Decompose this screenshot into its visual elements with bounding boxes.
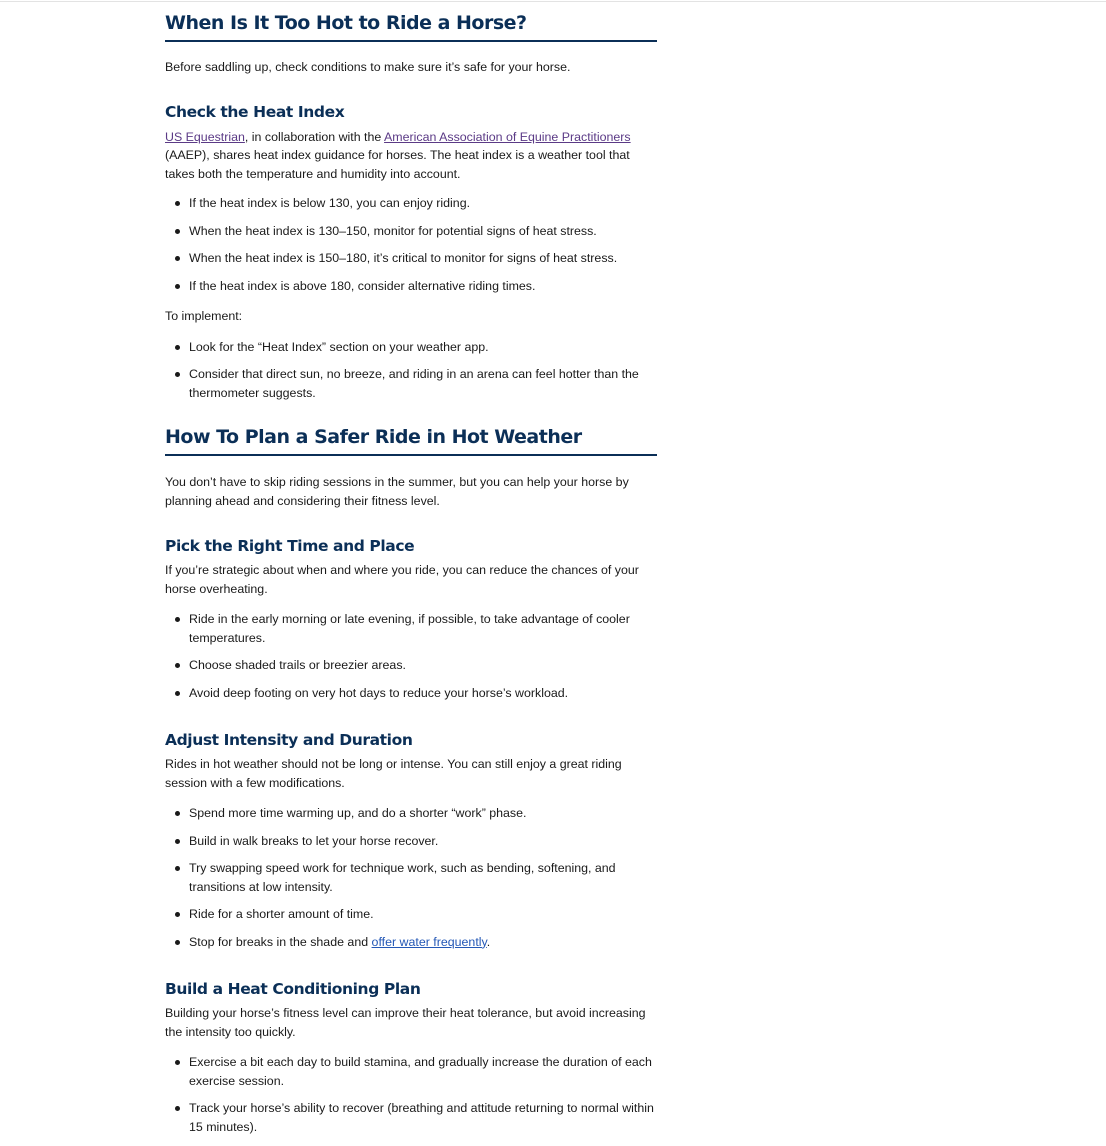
list-item: Choose shaded trails or breezier areas.	[165, 656, 657, 675]
heat-index-list	[165, 194, 657, 295]
us-equestrian-link[interactable]: US Equestrian	[165, 129, 245, 144]
intensity-list	[165, 804, 657, 951]
aaep-link[interactable]: American Association of Equine Practitioners	[384, 129, 631, 144]
heat-index-text-2: (AAEP), shares heat index guidance for horses. The heat index is a weather tool that takes both the temperature and humidity into account.	[165, 148, 630, 181]
implement-label: To implement:	[165, 309, 243, 323]
list-item: Track your horse’s ability to recover (breathing and attitude returning to normal within 15 minutes).	[165, 1099, 657, 1136]
list-item: Ride in the early morning or late evening, if possible, to take advantage of cooler temperatures.	[165, 610, 657, 647]
subheading-intensity-duration: Adjust Intensity and Duration	[165, 731, 413, 749]
time-place-list	[165, 610, 657, 702]
section-intro-too-hot: Before saddling up, check conditions to make sure it’s safe for your horse.	[165, 60, 571, 74]
subheading-check-heat-index: Check the Heat Index	[165, 102, 345, 121]
intensity-paragraph: Rides in hot weather should not be long or intense. You can still enjoy a great riding session with a few modifications.	[165, 757, 622, 790]
heat-index-paragraph	[165, 128, 657, 184]
list-item: If the heat index is above 180, consider alternative riding times.	[165, 277, 657, 296]
conditioning-paragraph: Building your horse’s fitness level can improve their heat tolerance, but avoid increasing the intensity too quickly.	[165, 1006, 646, 1039]
list-item: Exercise a bit each day to build stamina, and gradually increase the duration of each exercise session.	[165, 1053, 657, 1090]
breaks-text: Stop for breaks in the shade and	[189, 934, 372, 949]
list-item: If the heat index is below 130, you can enjoy riding.	[165, 194, 657, 213]
subheading-time-and-place: Pick the Right Time and Place	[165, 537, 415, 555]
article-body	[165, 0, 657, 1136]
list-item: When the heat index is 130–150, monitor for potential signs of heat stress.	[165, 222, 657, 241]
heat-index-text-1: , in collaboration with the	[244, 129, 385, 144]
section-title-too-hot: When Is It Too Hot to Ride a Horse?	[165, 11, 657, 42]
section-title-plan-safer-ride: How To Plan a Safer Ride in Hot Weather	[165, 425, 657, 456]
breaks-text-end: .	[486, 934, 491, 949]
offer-water-link[interactable]: offer water frequently	[371, 934, 487, 949]
implement-list	[165, 338, 657, 403]
list-item: When the heat index is 150–180, it’s critical to monitor for signs of heat stress.	[165, 249, 657, 268]
conditioning-list	[165, 1053, 657, 1136]
list-item: Ride for a shorter amount of time.	[165, 905, 657, 924]
list-item: Look for the “Heat Index” section on your weather app.	[165, 338, 657, 357]
list-item: Avoid deep footing on very hot days to reduce your horse’s workload.	[165, 684, 657, 703]
list-item	[165, 933, 657, 952]
subheading-heat-conditioning: Build a Heat Conditioning Plan	[165, 980, 421, 998]
list-item: Build in walk breaks to let your horse recover.	[165, 832, 657, 851]
time-place-paragraph: If you’re strategic about when and where you ride, you can reduce the chances of your horse overheating.	[165, 563, 639, 596]
list-item: Try swapping speed work for technique work, such as bending, softening, and transitions at low intensity.	[165, 859, 657, 896]
list-item: Consider that direct sun, no breeze, and riding in an arena can feel hotter than the thermometer suggests.	[165, 365, 657, 402]
list-item: Spend more time warming up, and do a shorter “work” phase.	[165, 804, 657, 823]
section-intro-plan-safer-ride: You don’t have to skip riding sessions in the summer, but you can help your horse by planning ahead and considering their fitness level.	[165, 475, 629, 508]
